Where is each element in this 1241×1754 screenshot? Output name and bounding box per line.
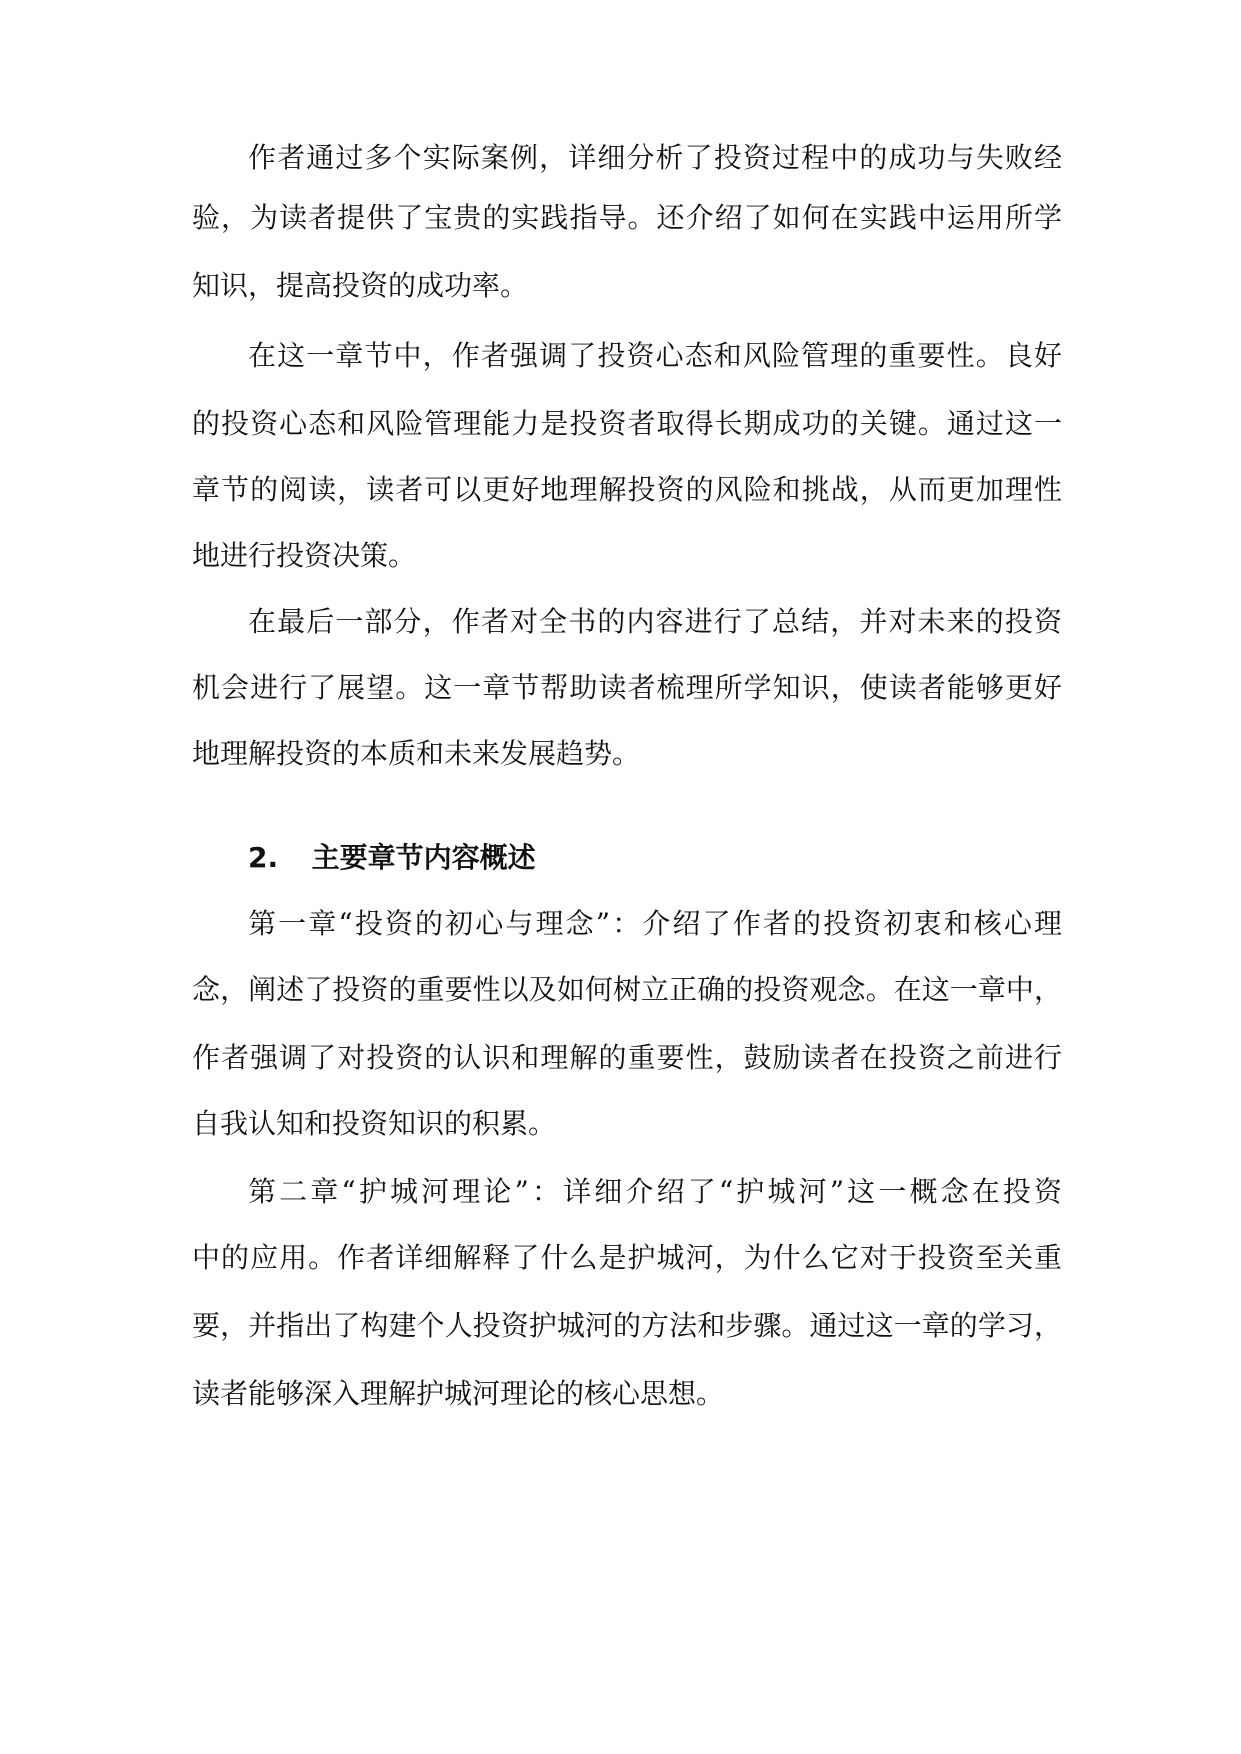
paragraph-line: 要，并指出了构建个人投资护城河的方法和步骤。通过这一章的学习， — [192, 1309, 1062, 1342]
paragraph-line: 知识，提高投资的成功率。 — [192, 269, 529, 302]
paragraph-line: 作者强调了对投资的认识和理解的重要性，鼓励读者在投资之前进行 — [192, 1041, 1062, 1074]
paragraph-line: 验，为读者提供了宝贵的实践指导。还介绍了如何在实践中运用所学 — [192, 201, 1062, 234]
paragraph-line: 在最后一部分，作者对全书的内容进行了总结，并对未来的投资 — [248, 605, 1062, 638]
paragraph-line: 地理解投资的本质和未来发展趋势。 — [192, 737, 641, 770]
paragraph-line: 自我认知和投资知识的积累。 — [192, 1107, 557, 1140]
paragraph-line: 作者通过多个实际案例，详细分析了投资过程中的成功与失败经 — [248, 141, 1062, 174]
paragraph-line: 读者能够深入理解护城河理论的核心思想。 — [192, 1377, 725, 1410]
paragraph-line: 中的应用。作者详细解释了什么是护城河，为什么它对于投资至关重 — [192, 1241, 1062, 1274]
paragraph-line: 的投资心态和风险管理能力是投资者取得长期成功的关键。通过这一 — [192, 407, 1062, 440]
section-number: 2. — [248, 841, 279, 874]
paragraph-line: 第一章“投资的初心与理念”：介绍了作者的投资初衷和核心理 — [248, 907, 1062, 940]
paragraph-line: 在这一章节中，作者强调了投资心态和风险管理的重要性。良好 — [248, 339, 1062, 372]
paragraph-line: 地进行投资决策。 — [192, 539, 417, 572]
paragraph-line: 第二章“护城河理论”：详细介绍了“护城河”这一概念在投资 — [248, 1175, 1062, 1208]
section-title: 主要章节内容概述 — [311, 841, 536, 874]
section-heading — [248, 838, 536, 878]
paragraph-line: 机会进行了展望。这一章节帮助读者梳理所学知识，使读者能够更好 — [192, 671, 1062, 704]
paragraph-line: 念，阐述了投资的重要性以及如何树立正确的投资观念。在这一章中， — [192, 973, 1062, 1006]
paragraph-line: 章节的阅读，读者可以更好地理解投资的风险和挑战，从而更加理性 — [192, 473, 1062, 506]
